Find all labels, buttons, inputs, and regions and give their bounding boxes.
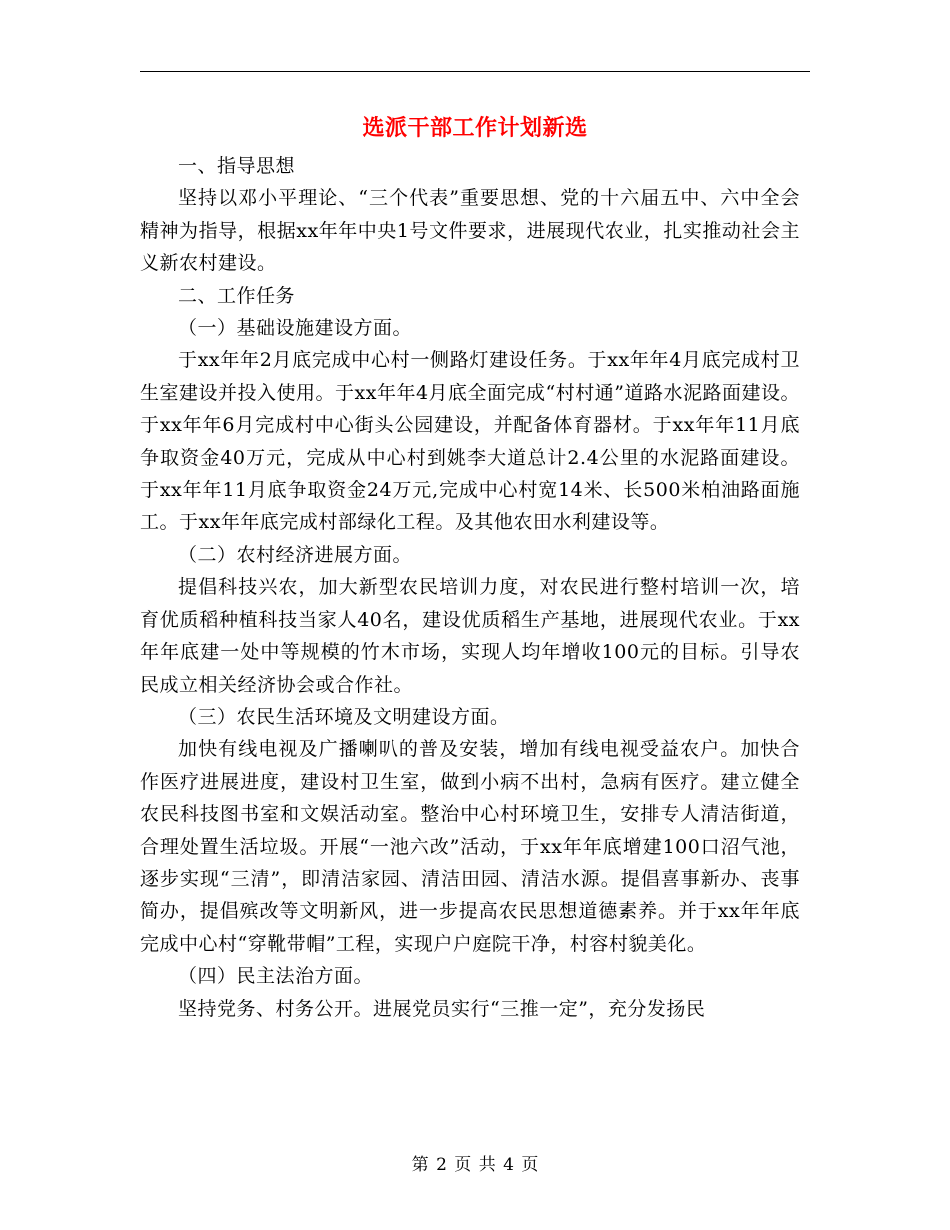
page-footer: 第 2 页 共 4 页 (411, 1155, 539, 1175)
header-rule (140, 71, 810, 72)
document-title: 选派干部工作计划新选 (362, 115, 588, 141)
paragraph-infrastructure: 于xx年年2月底完成中心村一侧路灯建设任务。于xx年年4月底完成村卫生室建设并投入使用。于xx年年4月底全面完成“村村通”道路水泥路面建设。于xx年年6月完成村中心街头公园建设，并配备体育器材。于xx年年11月底争取资金40万元，完成从中心村到姚李大道总计2.4公里的水泥路面建设。于xx年年11月底争取资金24万元,完成中心村宽14米、长500米柏油路面施工。于xx年年底完成村部绿化工程。及其他农田水利建设等。 (140, 349, 800, 534)
paragraph-living-environment: 加快有线电视及广播喇叭的普及安装，增加有线电视受益农户。加快合作医疗进展进度，建设村卫生室，做到小病不出村，急病有医疗。建立健全农民科技图书室和文娱活动室。整治中心村环境卫生，安排专人清洁街道，合理处置生活垃圾。开展“一池六改”活动，于xx年年底增建100口沼气池，逐步实现“三清”，即清洁家园、清洁田园、清洁水源。提倡喜事新办、丧事简办，提倡殡改等文明新风，进一步提高农民思想道德素养。并于xx年年底完成中心村“穿靴带帽”工程，实现户户庭院干净，村容村貌美化。 (140, 738, 800, 955)
document-body (140, 150, 800, 1025)
paragraph-rural-economy: 提倡科技兴农，加大新型农民培训力度，对农民进行整村培训一次，培育优质稻种植科技当家人40名，建设优质稻生产基地，进展现代农业。于xx年年底建一处中等规模的竹木市场，实现人均年增收100元的目标。引导农民成立相关经济协会或合作社。 (140, 576, 800, 696)
paragraph-guiding-ideology: 坚持以邓小平理论、“三个代表”重要思想、党的十六届五中、六中全会精神为指导，根据xx年年中央1号文件要求，进展现代农业，扎实推动社会主义新农村建设。 (140, 187, 800, 275)
subheading-infrastructure: （一）基础设施建设方面。 (178, 317, 413, 340)
subheading-living-environment: （三）农民生活环境及文明建设方面。 (178, 705, 510, 728)
subheading-rural-economy: （二）农村经济进展方面。 (178, 543, 413, 566)
paragraph-democracy-rule-of-law: 坚持党务、村务公开。进展党员实行“三推一定”，充分发扬民 (178, 997, 706, 1020)
heading-work-tasks: 二、工作任务 (178, 284, 296, 307)
heading-guiding-ideology: 一、指导思想 (178, 155, 296, 177)
subheading-democracy-rule-of-law: （四）民主法治方面。 (178, 965, 374, 988)
